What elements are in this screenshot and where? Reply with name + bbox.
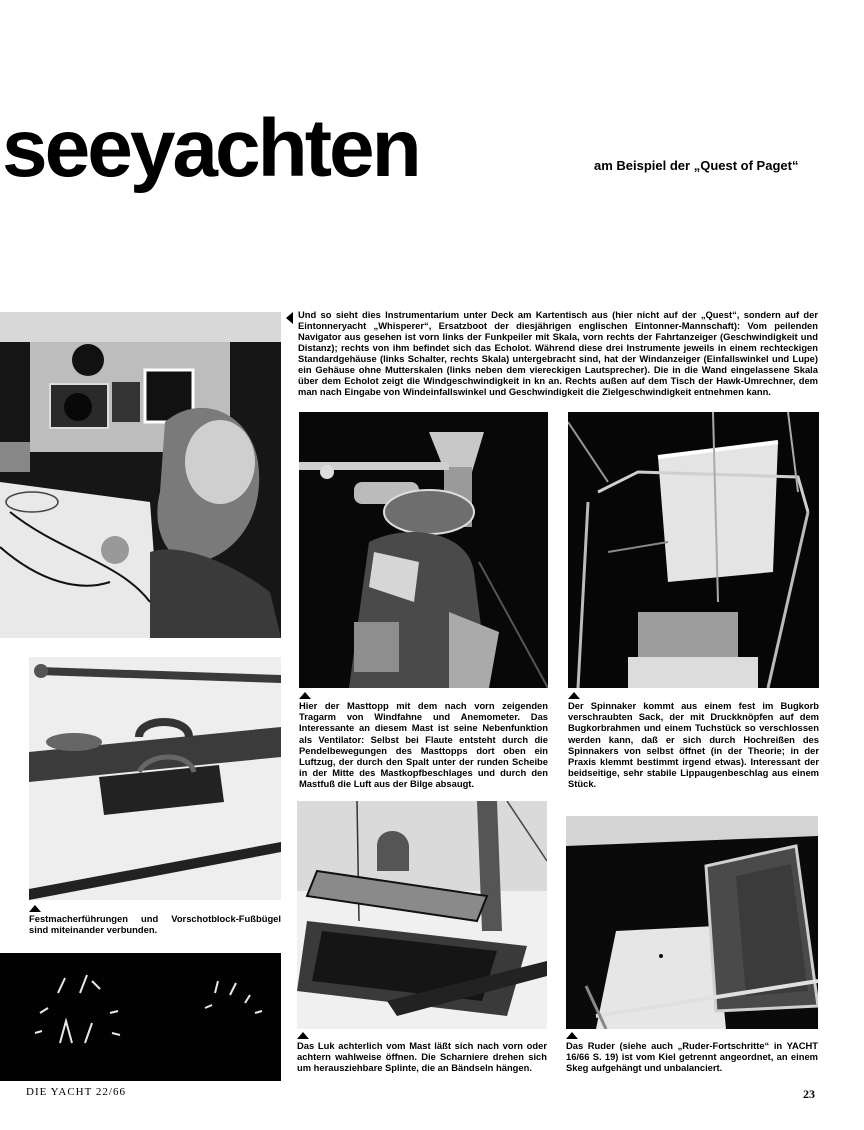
- photo-masthead: [299, 412, 548, 688]
- caption-masthead-text: Hier der Masttopp mit dem nach vorn zeigenden Tragarm von Windfahne und Anemometer. Das Interessante an diesem Mast ist seine Nebenfunktion als Ventilator: Selbst bei Flaute entsteht durch die Pendelbewegungen des Masttopps dort oben ein Luftzug, der durch den Spalt unter der runden Scheibe in der Mitte des Mastkopfbeschlages und durch den Mastfuß die Luft aus der Bilge absaugt.: [299, 700, 548, 790]
- page-subtitle: am Beispiel der „Quest of Paget“: [594, 158, 799, 173]
- caption-hatch: [297, 1032, 547, 1074]
- page-number: 23: [803, 1087, 815, 1101]
- caption-spinnaker-text: Der Spinnaker kommt aus einem fest im Bugkorb verschraubten Sack, der mit Druckknöpfen auf dem Bugkorbrahmen und einem Tuchstück so verschlossen werden kann, daß er sich durch Hochreißen des Spinnakers von selbst öffnet (in der Theorie; in der Praxis klemmt bestimmt irgend etwas). Interessant der beidseitige, sehr stabile Lippaugenbeschlag aus einem Stück.: [568, 700, 819, 790]
- caption-rudder: [566, 1032, 818, 1074]
- caption-fairlead: [29, 905, 281, 935]
- photo-chart-table-instruments: [0, 312, 281, 638]
- photo-fairlead: [29, 657, 281, 900]
- intro-text: Und so sieht dies Instrumentarium unter Deck am Kartentisch aus (hier nicht auf der „Quest“, sondern auf der Eintonneryacht „Whisperer“, Ersatzboot der diesjährigen englischen Eintonner-Mannschaft): Vom peilenden Navigator aus gesehen ist vorn links der Funkpeiler mit Skala, vorn rechts der Fahrtanzeiger (Geschwindigkeit und Distanz); rechts von ihm befindet sich das Echolot. Während diese drei Instrumente jeweils in einem rechteckigen Standardgehäuse (links Schalter, rechts Skala) untergebracht sind, hat der Windanzeiger (Einfallswinkel und Lupe) ein Gehäuse ohne Mutterskalen (links neben dem viereckigen Lautsprecher). Die in die Wand eingelassene Skala über dem Echolot zeigt die Windgeschwindigkeit in kn an. Rechts außen auf dem Tisch der Hawk-Umrechner, dem man nach Eingabe von Windeinfallswinkel und Geschwindigkeit die Zielgeschwindigkeit entnehmen kann.: [298, 309, 818, 397]
- footer-magazine-issue: DIE YACHT 22/66: [26, 1086, 126, 1098]
- caption-hatch-text: Das Luk achterlich vom Mast läßt sich nach vorn oder achtern wahlweise öffnen. Die Scharniere drehen sich um herausziehbare Splinte, die an Bändseln hängen.: [297, 1040, 547, 1074]
- caption-rudder-text: Das Ruder (siehe auch „Ruder-Fortschritte“ in YACHT 16/66 S. 19) ist vom Kiel getrennt angeordnet, an einem Skeg aufgehängt und unbalanciert.: [566, 1040, 818, 1074]
- photo-spinnaker-bag: [568, 412, 819, 688]
- pointer-up-icon: [297, 1032, 309, 1039]
- pointer-up-icon: [299, 692, 311, 699]
- caption-spinnaker: [568, 692, 819, 790]
- pointer-up-icon: [566, 1032, 578, 1039]
- intro-paragraph: [298, 309, 818, 397]
- photo-instrument-dials: [0, 953, 281, 1081]
- pointer-left-icon: [286, 312, 293, 324]
- photo-rudder: [566, 816, 818, 1029]
- pointer-up-icon: [29, 905, 41, 912]
- pointer-up-icon: [568, 692, 580, 699]
- caption-fairlead-text: Festmacherführungen und Vorschotblock-Fußbügel sind miteinander verbunden.: [29, 913, 281, 936]
- caption-masthead: [299, 692, 548, 790]
- page-title: seeyachten: [2, 103, 419, 194]
- photo-hatch: [297, 801, 547, 1029]
